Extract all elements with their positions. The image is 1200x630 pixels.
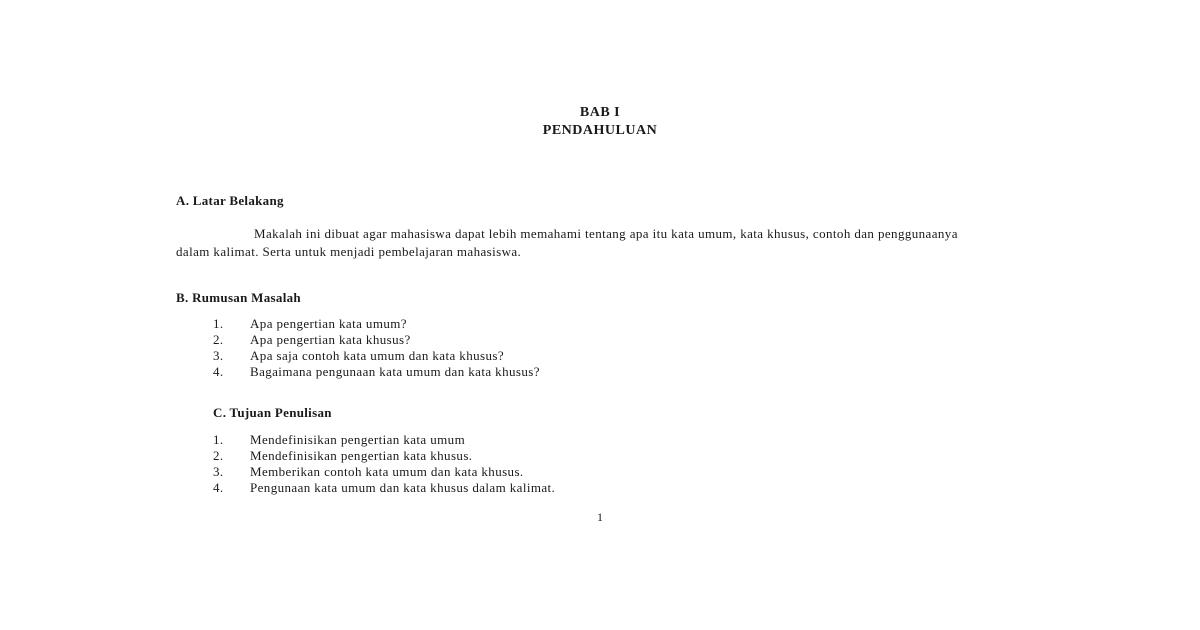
list-item-number: 1.: [213, 316, 224, 331]
page-number: 1: [597, 510, 603, 524]
list-item-text: Memberikan contoh kata umum dan kata khusus.: [250, 464, 524, 479]
section-b-heading: B. Rumusan Masalah: [176, 290, 301, 305]
chapter-number: BAB I: [579, 105, 621, 120]
section-b-list: [213, 316, 540, 380]
section-a-paragraph: Makalah ini dibuat agar mahasiswa dapat lebih memahami tentang apa itu kata umum, kata khusus, contoh dan penggunaanya dalam kalimat. Serta untuk menjadi pembelajaran mahasiswa.: [176, 226, 958, 259]
list-item-text: Pengunaan kata umum dan kata khusus dalam kalimat.: [250, 480, 556, 495]
list-item-number: 3.: [213, 464, 224, 479]
list-item: [213, 432, 555, 448]
list-item: [213, 348, 540, 364]
list-item: [213, 332, 540, 348]
list-item: [213, 480, 555, 496]
list-item-text: Mendefinisikan pengertian kata khusus.: [250, 448, 473, 463]
section-a-heading: A. Latar Belakang: [176, 193, 284, 208]
section-c-list: [213, 432, 555, 496]
list-item-text: Apa saja contoh kata umum dan kata khusus?: [250, 348, 504, 363]
list-item-text: Bagaimana pengunaan kata umum dan kata khusus?: [250, 364, 540, 379]
list-item-number: 4.: [213, 480, 224, 495]
list-item-text: Apa pengertian kata khusus?: [250, 332, 411, 347]
list-item-text: Mendefinisikan pengertian kata umum: [250, 432, 466, 447]
list-item-number: 2.: [213, 448, 224, 463]
list-item: [213, 316, 540, 332]
list-item: [213, 364, 540, 380]
list-item: [213, 464, 555, 480]
list-item-number: 4.: [213, 364, 224, 379]
section-c-heading: C. Tujuan Penulisan: [213, 405, 332, 420]
list-item-number: 2.: [213, 332, 224, 347]
list-item-text: Apa pengertian kata umum?: [250, 316, 407, 331]
list-item-number: 3.: [213, 348, 224, 363]
chapter-title: PENDAHULUAN: [542, 123, 658, 138]
list-item: [213, 448, 555, 464]
list-item-number: 1.: [213, 432, 224, 447]
